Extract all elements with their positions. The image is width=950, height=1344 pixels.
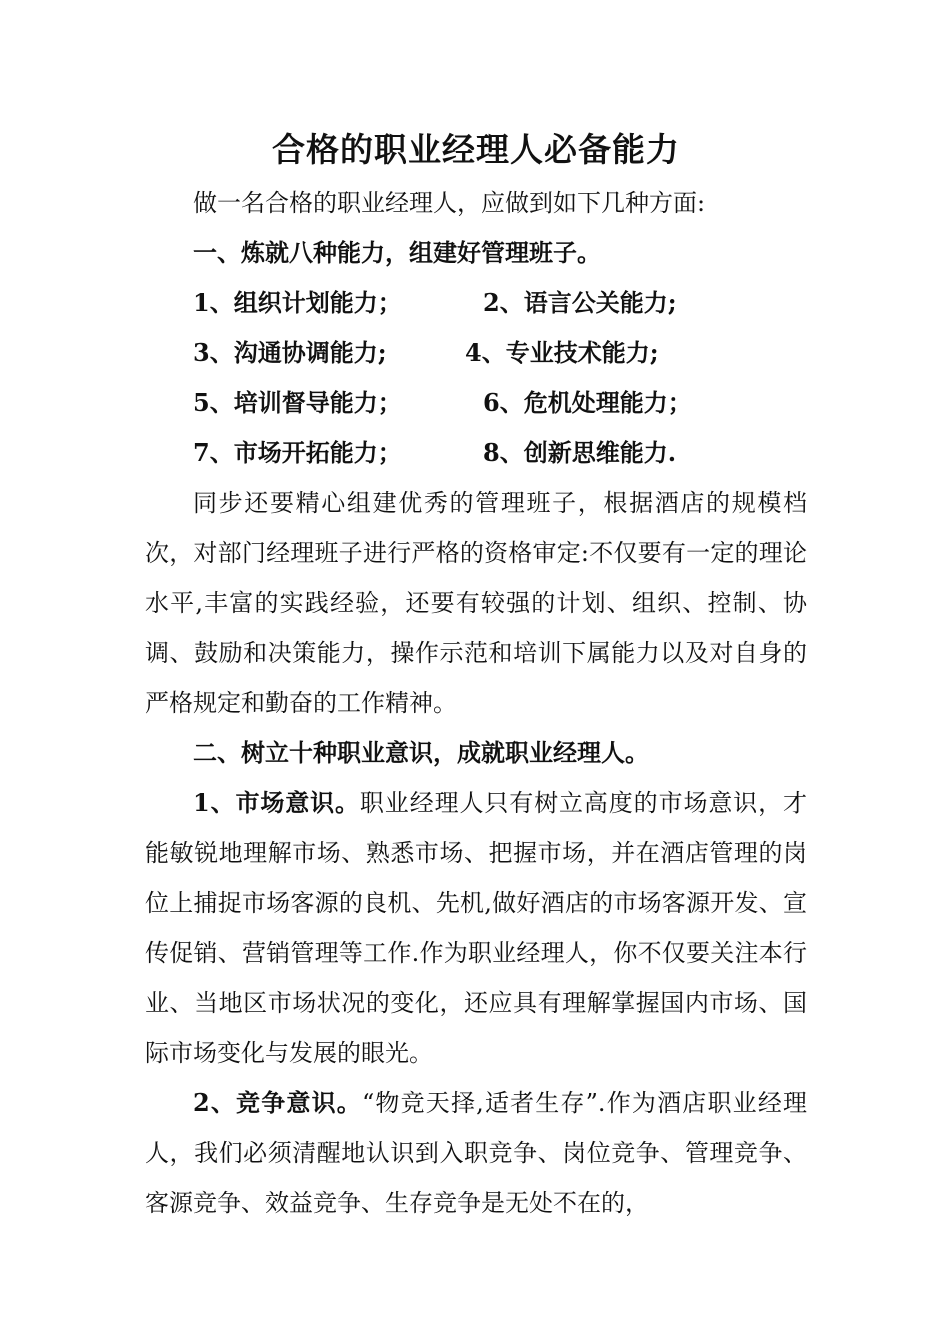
intro-paragraph: 做一名合格的职业经理人，应做到如下几种方面: — [193, 189, 706, 217]
market-awareness-paragraph — [145, 778, 807, 1078]
ability-row-1 — [145, 278, 807, 328]
ability-item: 7、市场开拓能力； — [193, 438, 402, 467]
section-2-heading: 二、树立十种职业意识，成就职业经理人。 — [193, 738, 649, 767]
ability-row-3 — [145, 378, 807, 428]
ability-item: 3、沟通协调能力; — [193, 338, 387, 367]
market-awareness-label: 1、市场意识。 — [193, 788, 360, 817]
section-1-heading: 一、炼就八种能力，组建好管理班子。 — [193, 238, 601, 267]
section-1-paragraph: 同步还要精心组建优秀的管理班子，根据酒店的规模档次，对部门经理班子进行严格的资格审定:不仅要有一定的理论水平,丰富的实践经验，还要有较强的计划、组织、控制、协调、鼓励和决策能力，操作示范和培训下属能力以及对自身的严格规定和勤奋的工作精神。 — [145, 489, 807, 717]
ability-item: 5、培训督导能力； — [193, 388, 402, 417]
document-title: 合格的职业经理人必备能力 — [272, 130, 680, 169]
competition-awareness-paragraph — [145, 1078, 807, 1228]
ability-item: 6、危机处理能力； — [483, 388, 692, 417]
ability-item: 1、组织计划能力； — [193, 288, 402, 317]
market-awareness-text: 职业经理人只有树立高度的市场意识，才能敏锐地理解市场、熟悉市场、把握市场，并在酒店管理的岗位上捕捉市场客源的良机、先机,做好酒店的市场客源开发、宣传促销、营销管理等工作.作为职业经理人，你不仅要关注本行业、当地区市场状况的变化，还应具有理解掌握国内市场、国际市场变化与发展的眼光。 — [145, 789, 808, 1067]
competition-awareness-text: “物竞天择,适者生存”.作为酒店职业经理人，我们必须清醒地认识到入职竞争、岗位竞争、管理竞争、客源竞争、效益竞争、生存竞争是无处不在的， — [145, 1089, 808, 1217]
document-page — [145, 122, 807, 1228]
ability-item: 2、语言公关能力; — [483, 288, 677, 317]
ability-item: 8、创新思维能力. — [483, 438, 677, 467]
ability-row-4 — [145, 428, 807, 478]
ability-row-2 — [145, 328, 807, 378]
ability-item: 4、专业技术能力; — [465, 338, 659, 367]
competition-awareness-label: 2、竞争意识。 — [193, 1088, 362, 1117]
